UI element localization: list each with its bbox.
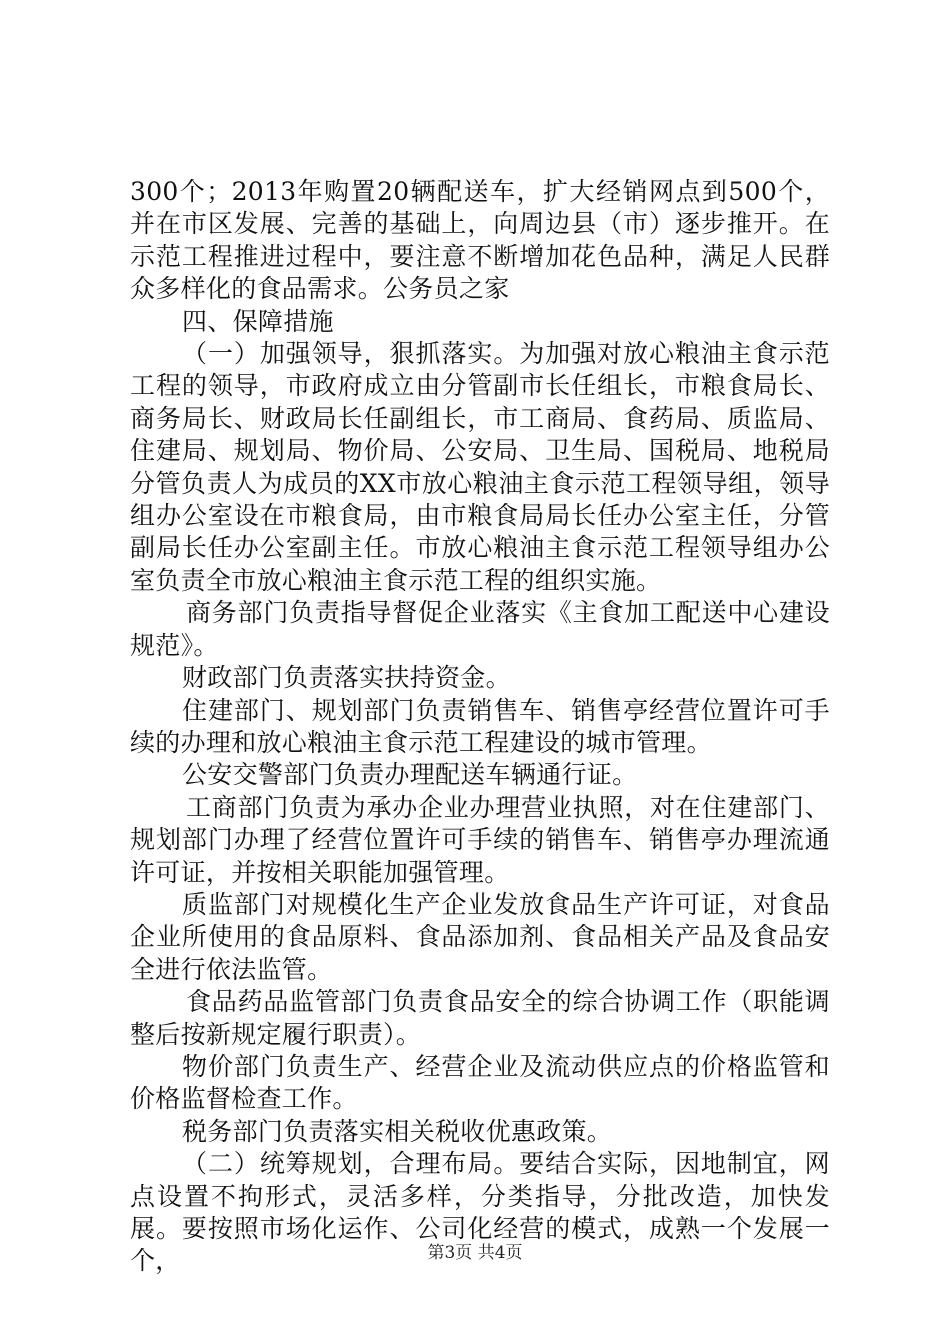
paragraph-commerce: 商务部门负责指导督促企业落实《主食加工配送中心建设规范》。 xyxy=(130,598,830,660)
document-body xyxy=(130,176,830,1278)
section-heading: 四、保障措施 xyxy=(182,306,334,336)
paragraph-planning: （二）统筹规划，合理布局。要结合实际，因地制宜，网点设置不拘形式，灵活多样，分类指导，分批改造，加快发展。要按照市场化运作、公司化经营的模式，成熟一个发展一个， xyxy=(130,1149,830,1276)
paragraph-quality: 质监部门对规模化生产企业发放食品生产许可证，对食品企业所使用的食品原料、食品添加剂、食品相关产品及食品安全进行依法监管。 xyxy=(130,889,830,984)
page-footer: 第3页 共4页 xyxy=(427,1243,523,1263)
paragraph-food-drug: 食品药品监管部门负责食品安全的综合协调工作（职能调整后按新规定履行职责）。 xyxy=(130,987,830,1049)
paragraph-police: 公安交警部门负责办理配送车辆通行证。 xyxy=(182,760,638,790)
paragraph-continued: 300个；2013年购置20辆配送车，扩大经销网点到500个，并在市区发展、完善的基础上，向周边县（市）逐步推开。在示范工程推进过程中，要注意不断增加花色品种，满足人民群众多样化的食品需求。公务员之家 xyxy=(130,177,830,304)
paragraph-leadership: （一）加强领导，狠抓落实。为加强对放心粮油主食示范工程的领导，市政府成立由分管副市长任组长，市粮食局长、商务局长、财政局长任副组长，市工商局、食药局、质监局、住建局、规划局、物价局、公安局、卫生局、国税局、地税局分管负责人为成员的XX市放心粮油主食示范工程领导组，领导组办公室设在市粮食局，由市粮食局局长任办公室主任，分管副局长任办公室副主任。市放心粮油主食示范工程领导组办公室负责全市放心粮油主食示范工程的组织实施。 xyxy=(130,339,830,595)
paragraph-industry: 工商部门负责为承办企业办理营业执照，对在住建部门、规划部门办理了经营位置许可手续的销售车、销售亭办理流通许可证，并按相关职能加强管理。 xyxy=(130,792,830,887)
paragraph-housing: 住建部门、规划部门负责销售车、销售亭经营位置许可手续的办理和放心粮油主食示范工程建设的城市管理。 xyxy=(130,695,830,757)
paragraph-tax: 税务部门负责落实相关税收优惠政策。 xyxy=(182,1116,613,1146)
paragraph-price: 物价部门负责生产、经营企业及流动供应点的价格监管和价格监督检查工作。 xyxy=(130,1051,830,1114)
paragraph-finance: 财政部门负责落实扶持资金。 xyxy=(182,663,511,693)
